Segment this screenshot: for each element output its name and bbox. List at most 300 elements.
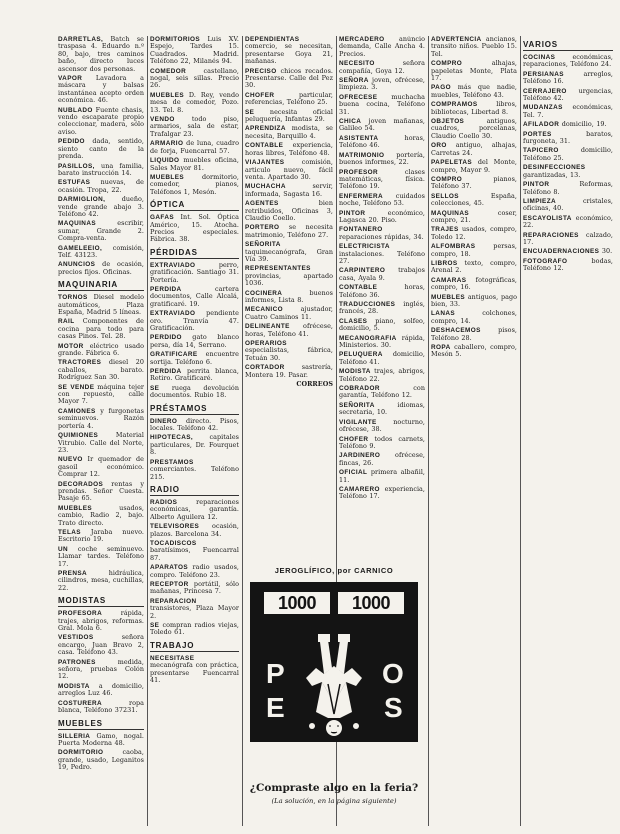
classified-ad bbox=[523, 104, 613, 119]
classified-ad bbox=[58, 196, 144, 218]
classified-ad bbox=[150, 116, 239, 138]
classified-ad bbox=[58, 408, 144, 430]
classified-ad bbox=[150, 523, 239, 538]
ad-text: comercio, se necesitan, presentarse Goya 21, mañanas. bbox=[245, 42, 333, 66]
ad-keyword: UN bbox=[58, 545, 69, 553]
ad-keyword: SEÑORA bbox=[339, 77, 369, 85]
ad-text: una familia, barato instrucción 14. bbox=[58, 161, 144, 177]
classified-ad bbox=[523, 147, 613, 162]
classified-ad bbox=[150, 598, 239, 620]
column-divider bbox=[520, 36, 521, 826]
ad-keyword: ANUNCIOS bbox=[58, 261, 96, 269]
classified-ad bbox=[523, 164, 613, 179]
ad-text: cristales, oficinas, 40. bbox=[523, 196, 613, 213]
puzzle-letter: P bbox=[266, 658, 285, 689]
ad-keyword: PEDIDO bbox=[58, 138, 85, 146]
ad-text: caoba, grande, usado, Leganitos 19, Pedro. bbox=[58, 748, 144, 772]
classified-ad bbox=[431, 159, 517, 174]
classified-ad bbox=[150, 622, 239, 637]
ad-text: gato blanco persa, día 14, Serrano. bbox=[150, 333, 239, 349]
classified-ad bbox=[58, 610, 144, 632]
ad-keyword: PRECISO bbox=[245, 67, 277, 75]
ad-text: medida, señora, pruebas Colón 12. bbox=[58, 657, 144, 681]
ad-keyword: MUDANZAS bbox=[523, 104, 563, 112]
ad-keyword: MUEBLES bbox=[150, 91, 185, 99]
ad-keyword: NUBLADO bbox=[58, 106, 93, 114]
ad-text: de ocasión, precios fijos. Oficinas. bbox=[58, 260, 144, 276]
ad-keyword: PAPELETAS bbox=[431, 159, 472, 167]
ad-keyword: SE bbox=[150, 622, 160, 629]
classified-ad bbox=[339, 385, 425, 400]
classified-ad bbox=[339, 335, 425, 350]
ad-text: nuevas, de ocasión. Tropa, 22. bbox=[58, 178, 144, 194]
ad-text: cuidados noche, Teléfono 53. bbox=[339, 191, 425, 208]
ad-text: clases matemáticas, física. Teléfono 19. bbox=[339, 167, 425, 191]
classified-ad bbox=[339, 118, 425, 133]
classified-ad bbox=[150, 581, 239, 596]
section-heading: PÉRDIDAS bbox=[150, 248, 239, 259]
ad-text: Jaraba nuevo. Escritorio 19. bbox=[58, 527, 144, 544]
ad-text: chicos recados. Presentarse. Calle del Pez 30. bbox=[245, 66, 333, 90]
ad-keyword: OBJETOS bbox=[431, 118, 465, 126]
upside-down-figure-illustration bbox=[298, 622, 370, 740]
ad-keyword: PATRONES bbox=[58, 658, 96, 666]
classified-ad bbox=[431, 243, 517, 258]
ad-keyword: DELINEANTE bbox=[245, 323, 290, 331]
ad-text: rápida, trajes, abrigos, reformas. Gral. Mola 6. bbox=[58, 609, 144, 633]
ad-keyword: SILLERIA bbox=[58, 732, 91, 740]
classified-ad bbox=[150, 655, 239, 685]
classified-ad bbox=[523, 258, 613, 273]
section-heading: ÓPTICA bbox=[150, 200, 239, 211]
ad-text: eléctrico usado grande. Fábrica 6. bbox=[58, 341, 144, 358]
ad-keyword: COMPRO bbox=[431, 175, 463, 183]
classified-ad bbox=[150, 262, 239, 284]
classified-ad bbox=[245, 92, 333, 107]
ad-text: ruega devolución documentos. Rubio 18. bbox=[150, 383, 239, 400]
ad-keyword: CARPINTERO bbox=[339, 267, 386, 275]
ad-keyword: ESTUFAS bbox=[58, 179, 91, 187]
classified-ad bbox=[58, 456, 144, 478]
ad-text: rentas y prendas. Señor Cuesta. Pasaje 65. bbox=[58, 479, 144, 503]
ad-text: pianos, Teléfono 37. bbox=[431, 174, 517, 191]
ad-keyword: PERDIDA bbox=[150, 285, 182, 293]
ad-text: todos carnets, Teléfono 9. bbox=[339, 434, 425, 450]
classifieds-column-6 bbox=[523, 36, 613, 828]
ad-text: particular, referencias, Teléfono 25. bbox=[245, 90, 333, 107]
ad-text: garantizadas, 13. bbox=[523, 170, 581, 179]
ad-text: bodas, Teléfono 12. bbox=[523, 256, 613, 273]
ad-text: diesel 20 caballos, barato. Rodríguez San 30. bbox=[58, 358, 144, 382]
ad-text: especialistas, fábrica, Tetuán 30. bbox=[245, 346, 333, 362]
classified-ad bbox=[431, 193, 517, 208]
ad-keyword: CLASES bbox=[339, 317, 368, 325]
ad-text: arreglos, Teléfono 16. bbox=[523, 69, 613, 86]
ad-keyword: DORMITORIOS bbox=[150, 36, 201, 43]
classified-ad bbox=[150, 334, 239, 349]
ad-text: dormitorio, comedor, pianos, Teléfonos 1, Mesón. bbox=[150, 172, 239, 196]
ad-text: experiencia, Teléfono 17. bbox=[339, 484, 425, 501]
ad-text: modista, se necesita, Barquillo 4. bbox=[245, 124, 333, 140]
ad-keyword: PROFESORA bbox=[58, 610, 103, 618]
ad-keyword: CHOFER bbox=[245, 91, 275, 99]
ad-keyword: DARRETLAS, bbox=[58, 36, 104, 43]
ad-keyword: ENCUADERNACIONES bbox=[523, 248, 600, 256]
ad-keyword: VESTIDOS bbox=[58, 634, 94, 642]
ad-keyword: SEÑORITA bbox=[339, 401, 375, 409]
puzzle-title: JEROGLÍFICO, por CARNICO bbox=[274, 566, 394, 575]
ad-keyword: CAMARERO bbox=[339, 485, 380, 493]
ad-keyword: CORTADOR bbox=[245, 364, 285, 372]
ad-keyword: DINERO bbox=[150, 417, 178, 425]
classified-ad bbox=[431, 210, 517, 225]
ad-keyword: APRENDIZA bbox=[245, 125, 286, 133]
ad-text: escribir, sumar, Grande 2. Compra-venta. bbox=[58, 219, 144, 243]
ad-text: Ir quemador de gasoil económico. Comprar 12. bbox=[58, 455, 144, 479]
ad-keyword: PASILLOS, bbox=[58, 162, 95, 170]
section-heading: VARIOS bbox=[523, 40, 613, 51]
ad-text: ofrécese, fincas, 26. bbox=[339, 451, 425, 467]
classified-ad bbox=[150, 286, 239, 308]
section-heading: MUEBLES bbox=[58, 719, 144, 730]
classified-ad bbox=[339, 301, 425, 316]
ad-keyword: TRAJES bbox=[431, 226, 459, 234]
classified-ad bbox=[150, 564, 239, 579]
puzzle-number-left: 1000 bbox=[264, 592, 330, 614]
classified-ad bbox=[150, 174, 239, 196]
ad-text: servir, informada, Sagasta 16. bbox=[245, 182, 333, 198]
ad-keyword: ADVERTENCIA bbox=[431, 36, 482, 43]
classified-ad bbox=[58, 294, 144, 316]
classified-ad bbox=[523, 88, 613, 103]
ad-keyword: TRACTORES bbox=[58, 359, 102, 367]
ad-keyword: ARMARIO bbox=[150, 140, 184, 148]
classified-ad bbox=[245, 68, 333, 90]
ad-keyword: PINTOR bbox=[523, 181, 550, 189]
classified-ad bbox=[58, 36, 144, 73]
ad-text: piano, solfeo, domicilio, 5. bbox=[339, 316, 425, 333]
classified-ad bbox=[150, 499, 239, 521]
ad-keyword: MOTOR bbox=[58, 342, 84, 350]
section-heading: MODISTAS bbox=[58, 596, 144, 607]
classified-ad bbox=[150, 385, 239, 400]
ad-text: necesita oficial peluquería, Infantas 29. bbox=[245, 107, 333, 124]
classified-ad bbox=[58, 749, 144, 771]
classified-ad bbox=[58, 245, 144, 260]
classified-ad bbox=[339, 436, 425, 451]
ad-keyword: HIPOTECAS, bbox=[150, 434, 194, 442]
classified-ad bbox=[58, 733, 144, 748]
ad-text: buenos informes, Lista 8. bbox=[245, 288, 333, 304]
ad-text: primera albañil, 11. bbox=[339, 468, 425, 484]
ad-keyword: MODISTA bbox=[58, 682, 90, 690]
classified-ad bbox=[339, 402, 425, 417]
column-end-label: CORREOS bbox=[296, 380, 333, 389]
ad-text: ofrécese, horas, Teléfono 41. bbox=[245, 322, 333, 338]
classified-ad bbox=[58, 75, 144, 105]
classified-ad bbox=[339, 318, 425, 333]
ad-keyword: COCINERA bbox=[245, 289, 283, 297]
ad-keyword: SELLOS bbox=[431, 192, 459, 200]
ad-keyword: RAIL bbox=[58, 318, 75, 326]
classified-ad bbox=[150, 351, 239, 366]
ad-text: Gamo, nogal. Puerta Moderna 48. bbox=[58, 731, 144, 747]
ad-text: pisos, Teléfono 28. bbox=[431, 326, 517, 342]
ad-keyword: REPARACIONES bbox=[523, 231, 579, 239]
ad-keyword: DARMIGLION, bbox=[58, 196, 106, 204]
ad-text: usados, compro, Toledo 12. bbox=[431, 225, 517, 241]
classified-ad bbox=[58, 138, 144, 160]
ad-text: económicas, Tel. 7. bbox=[523, 103, 613, 119]
ad-text: pendiente oro. Tranvía 47. Gratificación. bbox=[150, 309, 239, 332]
ad-keyword: DORMITORIO bbox=[58, 749, 104, 757]
ad-keyword: ENFERMERA bbox=[339, 192, 384, 200]
ad-keyword: CAMIONES bbox=[58, 407, 96, 415]
ad-keyword: MUEBLES bbox=[431, 293, 466, 301]
ad-keyword: CERRAJERO bbox=[523, 87, 567, 95]
classified-ad bbox=[58, 384, 144, 406]
ad-text: se necesita matrimonio, Teléfono 27. bbox=[245, 223, 333, 239]
ad-keyword: MUCHACHA bbox=[245, 183, 286, 191]
ad-text: todo piso, armarios, sala de estar, Trafalgar 23. bbox=[150, 115, 239, 138]
classified-ad bbox=[245, 340, 333, 362]
ad-keyword: COSTURERA bbox=[58, 699, 103, 707]
classifieds-column-1 bbox=[58, 36, 144, 828]
ad-keyword: PELUQUERA bbox=[339, 351, 383, 359]
classified-ad bbox=[431, 101, 517, 116]
puzzle-letter: E bbox=[266, 692, 285, 723]
ad-text: dueño, vende grande abajo 3. Teléfono 42. bbox=[58, 195, 144, 218]
ad-keyword: PERSIANAS bbox=[523, 70, 564, 78]
ad-text: castellano, nogal, seis sillas. Precio 26. bbox=[150, 66, 239, 90]
ad-text: Fuente chasis, vendo escaparate propio coleccionar, madera, sólo aviso. bbox=[58, 105, 144, 136]
ad-keyword: DESHACEMOS bbox=[431, 327, 481, 335]
ad-keyword: CHOFER bbox=[339, 435, 369, 443]
column-divider bbox=[242, 36, 243, 826]
ad-keyword: TAPICERO bbox=[523, 147, 559, 155]
ad-keyword: MAQUINAS bbox=[431, 209, 469, 217]
ad-keyword: DESINFECCIONES bbox=[523, 164, 586, 172]
ad-text: caballero, compro, Mesón 5. bbox=[431, 343, 517, 359]
ad-text: dada, sentido, siento canto de la prenda. bbox=[58, 137, 144, 161]
classified-ad bbox=[150, 157, 239, 172]
ad-text: domicilio, Teléfono 41. bbox=[339, 350, 425, 366]
classified-ad bbox=[245, 323, 333, 338]
ad-text: muchacha buena cocina, Teléfono 31. bbox=[339, 92, 425, 116]
ad-text: Lavadora a máscara y balsas instantánea acepto orden económica. 46. bbox=[58, 74, 144, 105]
ad-keyword: COCINAS bbox=[523, 54, 556, 61]
ad-keyword: RECEPTOR bbox=[150, 580, 189, 588]
ad-keyword: RADIOS bbox=[150, 498, 178, 506]
ad-text: alhajas, papeletas Monte, Plata 17. bbox=[431, 59, 517, 83]
ad-text: con garantía, Teléfono 12. bbox=[339, 384, 425, 400]
ad-text: Componentes de cocina para todo para casas Pinos. Tel. 28. bbox=[58, 317, 144, 341]
classified-ad bbox=[523, 71, 613, 86]
ad-text: capitales particulares, Dr. Fourquet 8. bbox=[150, 433, 239, 457]
ad-text: joven, ofrécese, limpieza. 3. bbox=[339, 76, 425, 92]
ad-keyword: APARATOS bbox=[150, 564, 188, 572]
ad-keyword: ESCAYOLISTA bbox=[523, 214, 572, 222]
ad-keyword: FONTANERO bbox=[339, 226, 383, 234]
classifieds-column-2 bbox=[150, 36, 239, 828]
classified-ad bbox=[523, 198, 613, 213]
ad-text: de luna, cuadro de forja, Fuencarral 57. bbox=[150, 139, 239, 155]
ad-keyword: REPRESENTANTES bbox=[245, 265, 311, 273]
ad-keyword: MATRIMONIO bbox=[339, 151, 385, 159]
ad-text: radio usados, compro. Teléfono 23. bbox=[150, 563, 239, 579]
ad-text: nocturno, ofrécese, 38. bbox=[339, 417, 425, 434]
ad-keyword: OPERARIOS bbox=[245, 340, 287, 348]
ad-keyword: MUEBLES bbox=[150, 173, 185, 181]
ad-text: Batch se traspasa 4. Eduardo n.º 80, bajo, tres caminos baño, directo luces ascensor dos personas. bbox=[58, 36, 144, 73]
classified-ad bbox=[431, 142, 517, 157]
section-heading: MAQUINARIA bbox=[58, 280, 144, 291]
ad-keyword: JARDINERO bbox=[339, 452, 381, 460]
ad-text: horas, Teléfono 46. bbox=[339, 133, 425, 150]
ad-text: rápida, Ministerios. 30. bbox=[339, 333, 425, 350]
ad-keyword: PRENSA bbox=[58, 570, 88, 577]
ad-keyword: PORTERO bbox=[245, 224, 280, 232]
classified-ad bbox=[150, 140, 239, 155]
ad-keyword: COMEDOR bbox=[150, 67, 187, 75]
classified-ad bbox=[523, 54, 613, 69]
classified-ad bbox=[523, 248, 613, 255]
ad-keyword: CAMARAS bbox=[431, 276, 467, 284]
ad-text: horas, Teléfono 36. bbox=[339, 283, 425, 299]
ad-keyword: MERCADERO bbox=[339, 36, 385, 43]
ad-keyword: GAMELEEIO, bbox=[58, 244, 103, 252]
ad-text: libros, bibliotecas, Libertad 8. bbox=[431, 100, 517, 116]
ad-keyword: DEPENDIENTAS bbox=[245, 36, 300, 43]
ad-keyword: OFRECESE bbox=[339, 93, 378, 101]
classified-ad bbox=[431, 226, 517, 241]
ad-text: trajes, abrigos, Teléfono 22. bbox=[339, 367, 425, 383]
ad-keyword: SEÑORITA bbox=[245, 241, 281, 249]
classified-ad bbox=[431, 118, 517, 140]
ad-keyword: MECANOGRAFIA bbox=[339, 334, 397, 342]
ad-text: España, colecciones, 45. bbox=[431, 191, 517, 208]
ad-keyword: NECESITO bbox=[339, 60, 375, 68]
ad-keyword: QUIMIONES bbox=[58, 432, 99, 440]
ad-text: urgencias, Teléfono 42. bbox=[523, 86, 613, 103]
ad-text: compran radios viejas, Toledo 61. bbox=[150, 621, 239, 637]
classified-ad bbox=[339, 94, 425, 116]
ad-keyword: DECORADOS bbox=[58, 480, 104, 488]
ad-text: encuentre sortija. Teléfono 6. bbox=[150, 350, 239, 366]
classified-ad bbox=[150, 214, 239, 244]
classified-ad bbox=[431, 84, 517, 99]
ad-text: anúncio demanda, Calle Ancha 4. Precios. bbox=[339, 36, 425, 58]
ad-text: colchones, compro, 14. bbox=[431, 309, 517, 325]
classified-ad bbox=[431, 310, 517, 325]
ad-keyword: EXTRAVIADO bbox=[150, 261, 196, 269]
classified-ad bbox=[431, 344, 517, 359]
ad-text: domicilio, 19. bbox=[559, 120, 607, 129]
ad-keyword: ELECTRICISTA bbox=[339, 243, 390, 251]
classified-ad bbox=[431, 176, 517, 191]
ad-text: portátil, sólo mañanas, Princesa 7. bbox=[150, 579, 239, 596]
ad-text: texto, compro, Arenal 2. bbox=[431, 258, 517, 275]
ad-text: joven mañanas, Galileo 54. bbox=[339, 117, 425, 133]
classified-ad bbox=[58, 163, 144, 178]
classified-ad bbox=[58, 505, 144, 527]
ad-text: provincias, apartado 1036. bbox=[245, 271, 333, 288]
ad-keyword: AFILADOR bbox=[523, 121, 560, 129]
classified-ad bbox=[58, 343, 144, 358]
ad-text: hidráulica, cilindros, mesa, cuchillas, 22. bbox=[58, 569, 144, 592]
classified-ad bbox=[58, 570, 144, 592]
classified-ad bbox=[245, 159, 333, 181]
classified-ad bbox=[431, 327, 517, 342]
ad-keyword: MAQUINAS bbox=[58, 220, 96, 228]
ad-text: transistores, Plaza Mayor 2. bbox=[150, 604, 239, 620]
ad-text: calzado, 17. bbox=[523, 230, 613, 246]
classified-ad bbox=[431, 36, 517, 58]
ad-text: perro, gratificación. Santiago 31. Portería. bbox=[150, 260, 239, 284]
ad-text: instalaciones. Teléfono 27. bbox=[339, 249, 425, 265]
classified-ad bbox=[245, 290, 333, 305]
ad-text: ropa blanca, Teléfono 37231. bbox=[58, 698, 144, 715]
ad-keyword: PAGO bbox=[431, 84, 451, 92]
ad-text: usados, cambio, Radio 2, bajo. Trato directo. bbox=[58, 503, 144, 527]
classified-ad bbox=[58, 481, 144, 503]
ad-text: baratísimos, Fuencarral 87. bbox=[150, 546, 239, 562]
ad-text: económico, 22. bbox=[523, 213, 613, 230]
classified-ad bbox=[245, 200, 333, 222]
ad-text: baratos, furgoneta, 31. bbox=[523, 129, 613, 146]
ad-keyword: OFICIAL bbox=[339, 469, 368, 477]
ad-text: antiguo, alhajas, Carretas 24. bbox=[431, 141, 517, 157]
classified-ad bbox=[245, 306, 333, 321]
ad-keyword: ASISTENTA bbox=[339, 134, 379, 142]
classified-ad bbox=[523, 131, 613, 146]
classified-ad bbox=[58, 683, 144, 698]
ad-text: del Monte, compro, Mayor 9. bbox=[431, 158, 517, 174]
ad-keyword: COBRADOR bbox=[339, 385, 380, 393]
ad-keyword: COMPRAMOS bbox=[431, 101, 478, 109]
puzzle-solution-note: (La solución, en la página siguiente) bbox=[271, 797, 397, 805]
section-heading: TRABAJO bbox=[150, 641, 239, 652]
ad-keyword: TRADUCCIONES bbox=[339, 301, 396, 308]
classified-ad bbox=[339, 419, 425, 434]
classified-ad bbox=[150, 68, 239, 90]
classified-ad bbox=[339, 243, 425, 265]
ad-text: coche seminuevo. Llamar tardes. Teléfono 17. bbox=[58, 544, 144, 568]
classified-ad bbox=[150, 368, 239, 383]
ad-keyword: TORNOS bbox=[58, 294, 88, 302]
ad-keyword: VIGILANTE bbox=[339, 418, 377, 426]
classified-ad bbox=[58, 318, 144, 340]
puzzle-letter: O bbox=[382, 658, 404, 689]
puzzle-letter: S bbox=[384, 692, 403, 723]
classified-ad bbox=[339, 193, 425, 208]
classified-ad bbox=[339, 169, 425, 191]
ad-text: reparaciones rápidas, 34. bbox=[339, 232, 424, 241]
section-heading: PRÉSTAMOS bbox=[150, 404, 239, 415]
ad-keyword: PINTOR bbox=[339, 209, 366, 217]
classified-ad bbox=[339, 226, 425, 241]
ad-text: domicilio, Teléfono 25. bbox=[523, 146, 613, 162]
ad-keyword: EXTRAVIADO bbox=[150, 310, 196, 318]
rebus-puzzle bbox=[250, 582, 418, 742]
ad-keyword: NUEVO bbox=[58, 456, 83, 464]
classified-ad bbox=[58, 179, 144, 194]
ad-keyword: MODISTA bbox=[339, 368, 371, 376]
classified-ad bbox=[339, 267, 425, 282]
classifieds-column-3 bbox=[245, 36, 333, 562]
ad-text: Diesel modelo automáticos, Plaza España, Madrid 5 líneas. bbox=[58, 293, 144, 316]
ad-text: directo. Pisos, locales. Teléfono 42. bbox=[150, 416, 239, 433]
